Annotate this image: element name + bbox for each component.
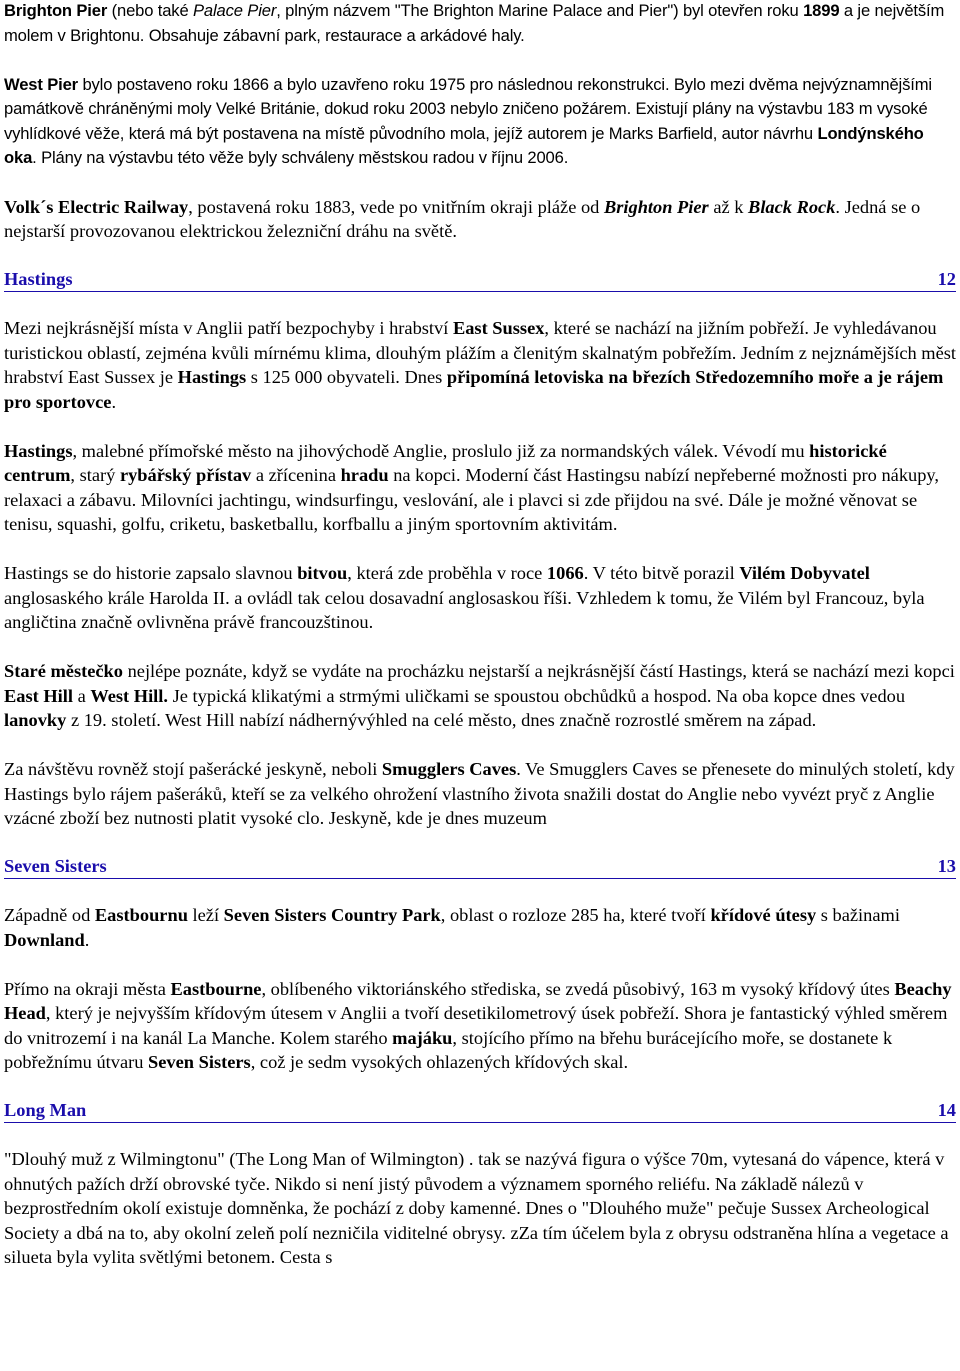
beachy-head-paragraph: Přímo na okraji města Eastbourne, oblíbeného viktoriánského střediska, se zvedá působivý, 163 m vysoký křídový útes Beachy Head, který je nejvyšším křídovým útesem v Anglii a tvoří desetikilometrový úsek pobřeží. Shora je fantastický výhled směrem do vnitrozemí i na kanál La Manche. Kolem starého majáku, stojícího přímo na břehu burácejícího moře, se dostanete k pobřežnímu útvaru Seven Sisters, což je sedm vysokých ohlazených křídových skal. [4,978,952,1072]
long-man-heading-link[interactable] [4,1099,956,1123]
long-man-page-number: 14 [937,1100,956,1120]
volks-railway-term: Volk´s Electric Railway [4,196,189,217]
volks-railway-paragraph: Volk´s Electric Railway, postavená roku 1883, vede po vnitřním okraji pláže od Brighton Pier až k Black Rock. Jedná se o nejstarší provozovanou elektrickou železniční dráhu na světě. [4,196,921,241]
west-pier-term: West Pier [4,74,78,94]
hastings-intro-paragraph: Mezi nejkrásnější místa v Anglii patří bezpochyby i hrabství East Sussex, které se nachází na jižním pobřeží. Je vyhledávanou turistickou oblastí, zejména kvůli mírnému klima, dlouhým plážím a členitým skalnatým pobřežím. Jedním z nejznámějších měst hrabství East Sussex je Hastings s 125 000 obyvateli. Dnes připomíná letoviska na březích Středozemního moře a je rájem pro sportovce. [4,318,957,412]
seven-sisters-page-number: 13 [937,856,956,876]
long-man-paragraph: "Dlouhý muž z Wilmingtonu" (The Long Man of Wilmington) . tak se nazývá figura o výšce 70m, vytesaná do vápence, která v ohnutých pažích drží obrovské tyče. Nikdo si není jistý původem a významem sporného reliéfu. Na základě nálezů v bezprostředním okolí existuje domněnka, že pochází z doby kamenné. Dnes o "Dlouhého muže" pečuje Sussex Archeological Society a dbá na to, aby okolní zeleň polí nezničila viditelné obrysy. zZa tím účelem byla z obrysu odstraněna hlína a vegetace a silueta byla vylita světlými betonem. Cesta s [4,1149,949,1267]
brighton-pier-paragraph: Brighton Pier (nebo také Palace Pier, plným názvem "The Brighton Marine Palace and Pier") byl otevřen roku 1899 a je největším molem v Brightonu. Obsahuje zábavní park, restaurace a arkádové haly. [4,1,945,45]
hastings-page-number: 12 [937,269,956,289]
hastings-heading-link[interactable] [4,268,956,292]
hastings-town-paragraph: Hastings, malebné přímořské město na jihovýchodě Anglie, proslulo již za normandských válek. Vévodí mu historické centrum, starý rybářský přístav a zřícenina hradu na kopci. Moderní část Hastingsu nabízí nepřeberné možnosti pro nákupy, relaxaci a zábavu. Milovníci jachtingu, windsurfingu, veslování, ale i plavci si zde přijdou na své. Dále je možné věnovat se tenisu, squashi, golfu, criketu, basketballu, korfballu a jiným sportovním aktivitám. [4,440,940,534]
hastings-old-town-paragraph: Staré městečko nejlépe poznáte, když se vydáte na procházku nejstarší a nejkrásnější částí Hastings, která se nachází mezi kopci East Hill a West Hill. Je typická klikatými a strmými uličkami se spoustou obchůdků a hospod. Na oba kopce dnes vedou lanovky z 19. století. West Hill nabízí nádhernývýhled na celé město, dnes značně rozrostlé směrem na západ. [4,661,955,730]
seven-sisters-park-paragraph: Západně od Eastbournu leží Seven Sisters Country Park, oblast o rozloze 285 ha, které tvoří křídové útesy s bažinami Downland. [4,905,900,950]
hastings-heading-label: Hastings [4,269,73,289]
seven-sisters-heading-link[interactable] [4,855,956,879]
long-man-heading-label: Long Man [4,1100,87,1120]
hastings-caves-paragraph: Za návštěvu rovněž stojí pašerácké jeskyně, neboli Smugglers Caves. Ve Smugglers Caves se přenesete do minulých století, kdy Hastings bylo rájem pašeráků, kteří se za velkého ohrožení vlastního života snažili dostat do Anglie nebo vyvézt pryč z Anglie vzácné zboží bez nutnosti platit vysoké clo. Jeskyně, kde je dnes muzeum [4,759,955,828]
document-page [4,0,956,1294]
west-pier-paragraph: West Pier bylo postaveno roku 1866 a bylo uzavřeno roku 1975 pro následnou rekonstrukci. Bylo mezi dvěma nejvýznamnějšími památkově chráněnými moly Velké Británie, dokud roku 2003 nebylo zničeno požárem. Existují plány na výstavbu 183 m vysoké vyhlídkové věže, která má být postavena na místě původního mola, jejíž autorem je Marks Barfield, autor návrhu Londýnského oka. Plány na výstavbu této věže byly schváleny městskou radou v říjnu 2006. [4,74,932,167]
seven-sisters-heading-label: Seven Sisters [4,856,107,876]
hastings-battle-paragraph: Hastings se do historie zapsalo slavnou bitvou, která zde proběhla v roce 1066. V této bitvě porazil Vilém Dobyvatel anglosaského krále Harolda II. a ovládl tak celou dosavadní anglosaskou říši. Vzhledem k tomu, že Vilém byl Francouz, byla angličtina značně ovlivněna právě francouzštinou. [4,563,925,632]
brighton-pier-term: Brighton Pier [4,1,108,20]
london-eye-term: Londýnského oka [4,123,924,167]
